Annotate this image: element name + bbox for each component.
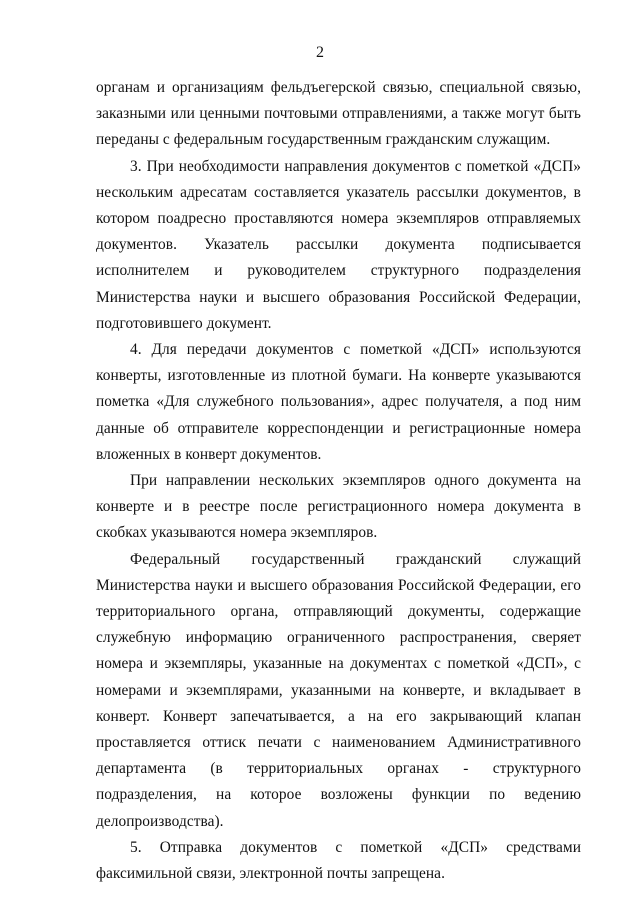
paragraph-continuation: органам и организациям фельдъегерской связью, специальной связью, заказными или ценными почтовыми отправлениями, а также могут быть переданы с федеральным государственным гражданским служащим. <box>96 79 581 149</box>
page-number: 2 <box>316 44 324 61</box>
paragraph-multiple-copies: При направлении нескольких экземпляров одного документа на конверте и в реестре после регистрационного номера документа в скобках указываются номера экземпляров. <box>96 472 581 542</box>
paragraph-item-3: 3. При необходимости направления документов с пометкой «ДСП» нескольким адресатам составляется указатель рассылки документов, в котором поадресно проставляются номера экземпляров отправляемых документов. Указатель рассылки документа подписывается исполнителем и руководителем структурного подразделения Министерства науки и высшего образования Российской Федерации, подготовившего документ. <box>96 157 581 332</box>
paragraph-item-4: 4. Для передачи документов с пометкой «ДСП» используются конверты, изготовленные из плотной бумаги. На конверте указываются пометка «Для служебного пользования», адрес получателя, а под ним данные об отправителе корреспонденции и регистрационные номера вложенных в конверт документов. <box>96 341 581 463</box>
document-body <box>96 75 581 887</box>
paragraph-envelope-check: Федеральный государственный гражданский служащий Министерства науки и высшего образования Российской Федерации, его территориального органа, отправляющий документы, содержащие служебную информацию ограниченного распространения, сверяет номера и экземпляры, указанные на документах с пометкой «ДСП», с номерами и экземплярами, указанными на конверте, и вкладывает в конверт. Конверт запечатывается, а на его закрывающий клапан проставляется оттиск печати с наименованием Административного департамента (в территориальных органах - структурного подразделения, на которое возложены функции по ведению делопроизводства). <box>96 550 581 830</box>
paragraph-item-5: 5. Отправка документов с пометкой «ДСП» средствами факсимильной связи, электронной почты запрещена. <box>96 838 581 883</box>
